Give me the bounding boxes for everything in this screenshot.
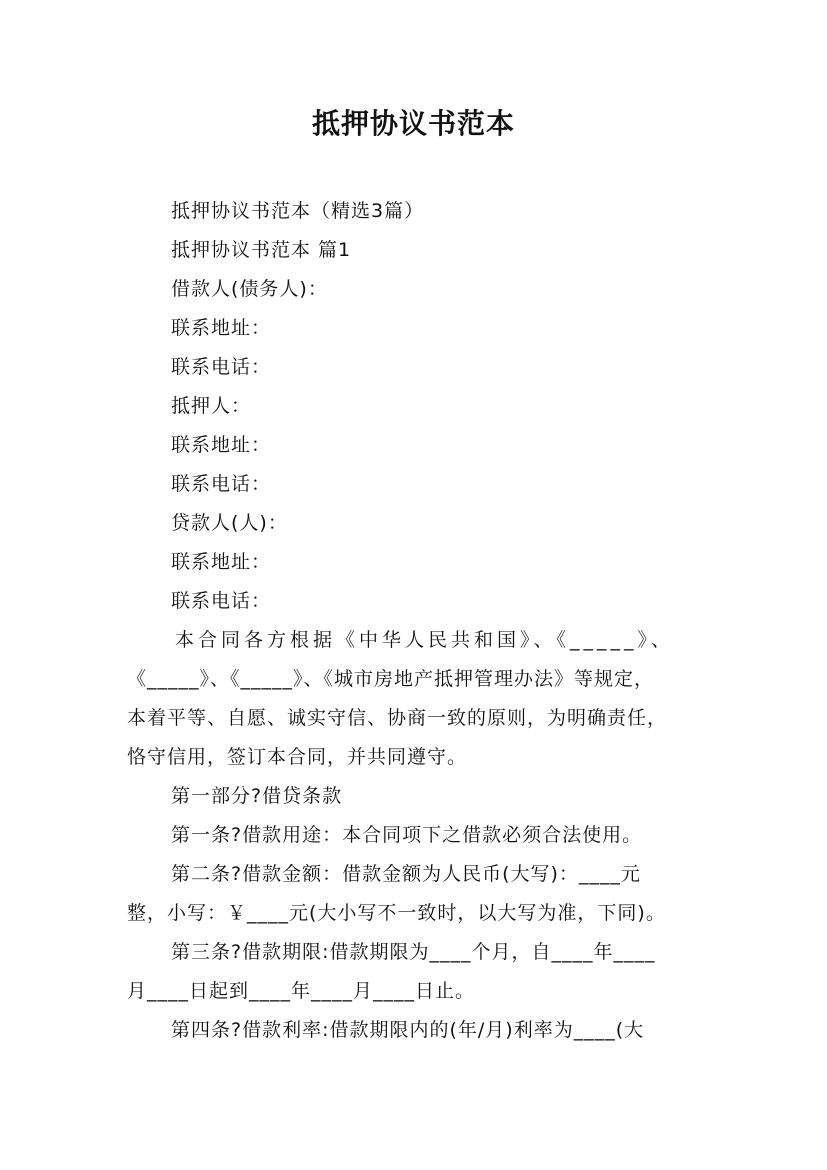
doc-subtitle: 抵押协议书范本（精选3篇） [171,200,425,222]
lender-phone-label: 联系电话： [171,590,272,612]
lender-address-label: 联系地址： [171,551,272,573]
mortgagor-phone-label: 联系电话： [171,473,272,495]
part-one-heading: 第一部分?借贷条款 [171,785,343,807]
mortgagor-address-label: 联系地址： [171,434,272,456]
article-4-line-1: 第四条?借款利率:借款期限内的(年/月)利率为____(大 [171,1019,645,1041]
borrower-address-label: 联系地址： [171,317,272,339]
article-2-line-1: 第二条?借款金额：借款金额为人民币(大写)：____元 [171,863,641,885]
borrower-label: 借款人(债务人)： [171,278,328,300]
article-2-line-2: 整，小写：￥____元(大小写不一致时，以大写为准，下同)。 [127,902,666,924]
preamble-line-1: 本合同各方根据《中华人民共和国》、《_____》、 [175,629,675,651]
article-1: 第一条?借款用途：本合同项下之借款必须合法使用。 [171,824,643,846]
article-3-line-2: 月____日起到____年____月____日止。 [127,980,476,1002]
preamble-line-4: 恪守信用，签订本合同，并共同遵守。 [127,746,468,768]
preamble-line-3: 本着平等、自愿、诚实守信、协商一致的原则，为明确责任， [127,707,668,729]
document-title: 抵押协议书范本 [311,107,515,140]
article-3-line-1: 第三条?借款期限:借款期限为____个月，自____年____ [171,941,656,963]
section-heading: 抵押协议书范本 篇1 [171,239,352,261]
preamble-line-2: 《_____》、《_____》、《城市房地产抵押管理办法》等规定， [127,668,655,690]
borrower-phone-label: 联系电话： [171,356,272,378]
mortgagor-label: 抵押人： [171,395,252,417]
lender-label: 贷款人(人)： [171,512,288,534]
